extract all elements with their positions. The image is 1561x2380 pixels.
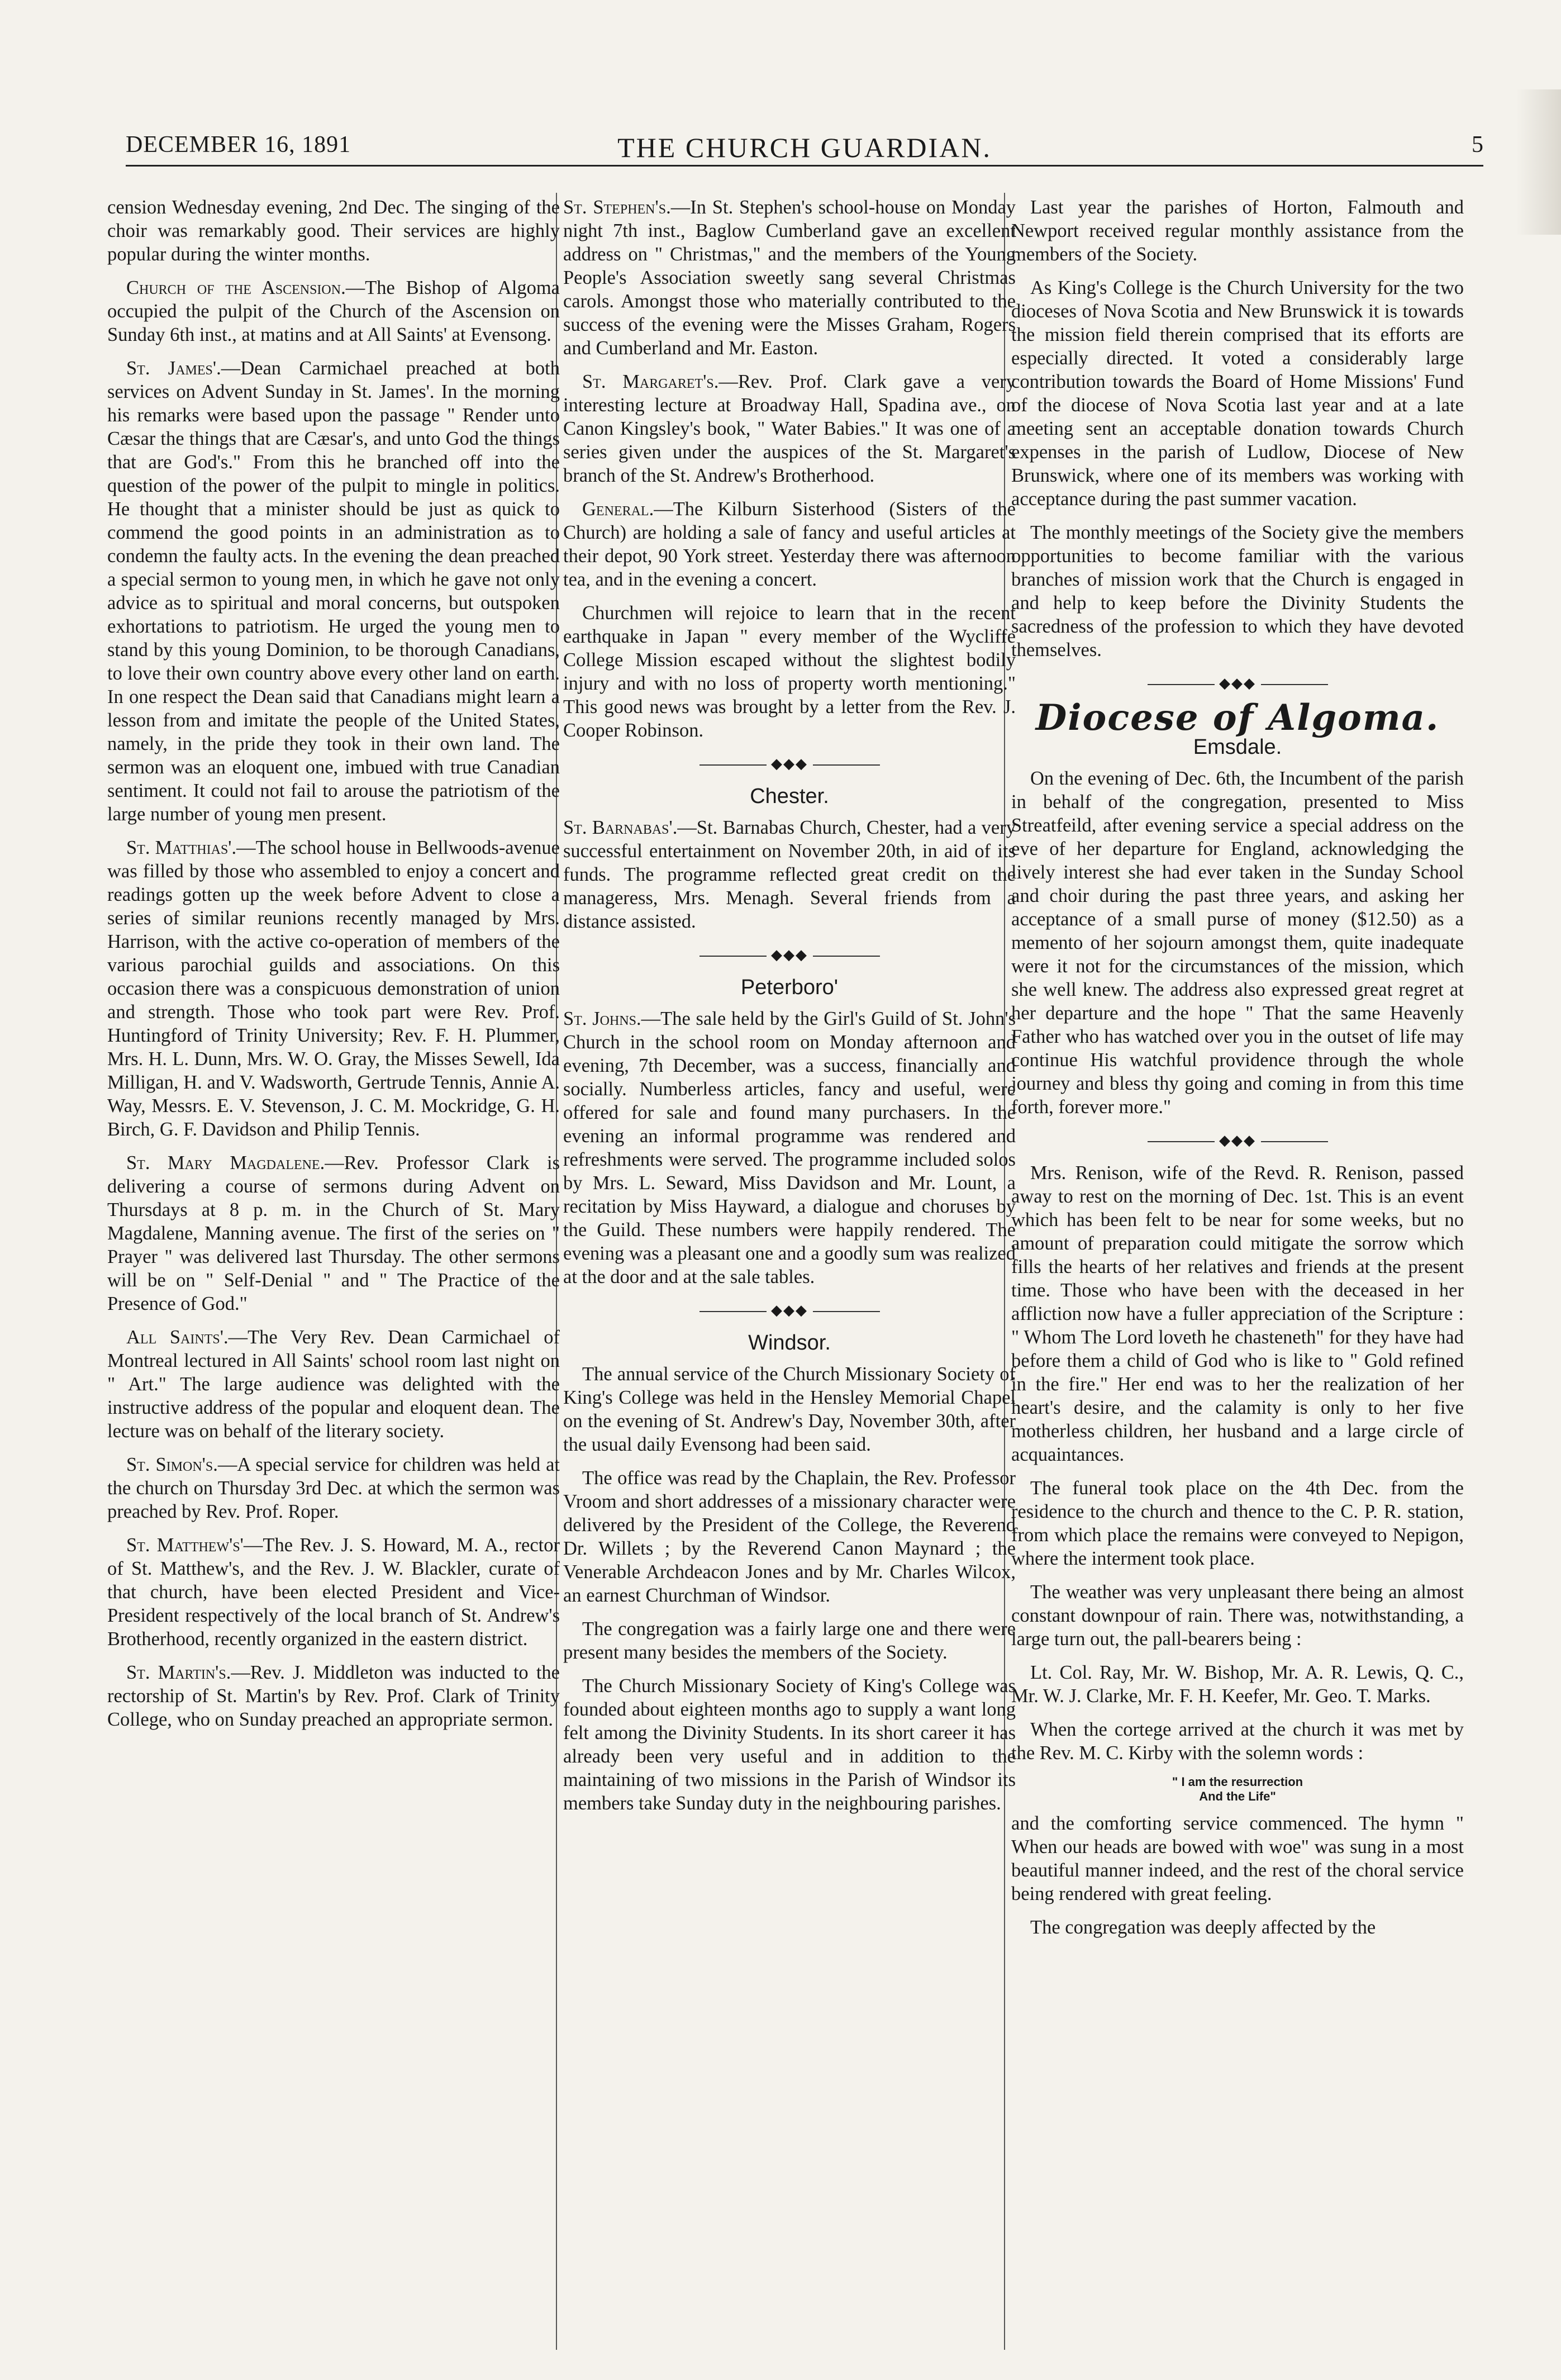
paragraph-head: Church of the Ascension. — [126, 277, 346, 298]
article-paragraph: Mrs. Renison, wife of the Revd. R. Renison, passed away to rest on the morning of Dec. 1st. This is an event which has been felt to be near for some weeks, but no amount of preparation could mitigate the sorrow which fills the hearts of her relatives and friends at the present time. Those who have been with the deceased in her affliction now have a fuller appreciation of the Scripture : " Whom The Lord loveth he chasteneth" for they have had before them a child of God who is like to " Gold refined in the fire." Her end was to her the realization of her heart's desire, and the calamity is only to her five motherless children, her husband and a large circle of acquaintances. — [1011, 1162, 1464, 1465]
article-paragraph: The congregation was a fairly large one and there were present many besides the members of the Society. — [563, 1618, 1016, 1663]
article-paragraph — [107, 276, 560, 346]
column-2 — [563, 196, 1016, 2341]
paragraph-body: —Rev. J. Middleton was inducted to the rectorship of St. Martin's by Rev. Prof. Clark of Trinity College, who on Sunday preached an appropriate sermon. — [107, 1662, 560, 1730]
article-paragraph: The monthly meetings of the Society give the members opportunities to become familiar with the various branches of mission work that the Church is engaged in and help to keep before the Divinity Students the sacredness of the profession to which they have devoted themselves. — [1011, 522, 1464, 661]
paragraph-body: —Rev. Professor Clark is delivering a course of sermons during Advent on Thursdays at 8 p. m. in the Church of St. Mary Magdalene, Manning avenue. The first of the series on " Prayer " was delivered last Thursday. The other sermons will be on " Self-Denial " and " The Practice of the Presence of God." — [107, 1152, 560, 1314]
article-paragraph — [563, 370, 1016, 487]
section-separator: ◆◆◆ — [563, 752, 1016, 776]
article-paragraph — [107, 357, 560, 826]
paragraph-head: St. Mary Magdalene. — [126, 1152, 325, 1174]
section-heading-emsdale: Emsdale. — [1193, 735, 1282, 759]
article-paragraph — [107, 1326, 560, 1443]
article-paragraph — [563, 1007, 1016, 1289]
paragraph-head: All Saints'. — [126, 1327, 229, 1348]
paragraph-head: St. Matthew's' — [126, 1535, 244, 1556]
paragraph-head: St. Stephen's. — [563, 197, 671, 218]
paragraph-head: St. Barnabas'. — [563, 817, 678, 838]
quote-line: " I am the resurrection — [1172, 1775, 1303, 1789]
article-paragraph — [107, 836, 560, 1141]
section-heading-chester: Chester. — [750, 785, 829, 808]
article-paragraph — [107, 1151, 560, 1315]
article-paragraph: The weather was very unpleasant there being an almost constant downpour of rain. There was, notwithstanding, a large turn out, the pall-bearers being : — [1011, 1581, 1464, 1650]
column-1 — [107, 196, 560, 2341]
paragraph-head: St. Martin's. — [126, 1662, 231, 1683]
article-paragraph — [107, 1533, 560, 1651]
article-paragraph: The congregation was deeply affected by the — [1030, 1917, 1376, 1938]
paragraph-body: —In St. Stephen's school-house on Monday night 7th inst., Baglow Cumberland gave an excellent address on " Christmas," and the members of the Young People's Association sweetly sang several Christmas carols. Amongst those who materially contributed to the success of the evening were the Misses Graham, Rogers and Cumberland and Mr. Easton. — [563, 197, 1016, 359]
diocese-heading: Diocese of Algoma. — [1035, 697, 1440, 739]
article-paragraph — [563, 196, 1016, 360]
article-paragraph: Churchmen will rejoice to learn that in the recent earthquake in Japan " every member of the Wycliffe College Mission escaped without the slightest bodily injury and with no loss of property worth mentioning." This good news was brought by a letter from the Rev. J. Cooper Robinson. — [563, 602, 1016, 741]
article-paragraph: When the cortege arrived at the church it was met by the Rev. M. C. Kirby with the solemn words : — [1011, 1719, 1464, 1764]
section-separator: ◆◆◆ — [563, 943, 1016, 967]
article-paragraph: The Church Missionary Society of King's College was founded about eighteen months ago to supply a want long felt among the Divinity Students. In its short career it has already been very useful and in addition to the maintaining of two missions in the Parish of Windsor its members take Sunday duty in the neighbouring parishes. — [563, 1675, 1016, 1814]
article-paragraph: cension Wednesday evening, 2nd Dec. The singing of the choir was remarkably good. Their services are highly popular during the winter months. — [107, 197, 560, 265]
paragraph-body: —A special service for children was held at the church on Thursday 3rd Dec. at which the sermon was preached by Rev. Prof. Roper. — [107, 1454, 560, 1522]
article-paragraph: As King's College is the Church University for the two dioceses of Nova Scotia and New Brunswick it is towards the mission field therein comprised that its efforts are especially directed. It voted a considerably large contribution towards the Board of Home Missions' Fund of the diocese of Nova Scotia last year and at a late meeting sent an acceptable donation towards Church expenses in the parish of Ludlow, Diocese of New Brunswick, where one of its members was working with acceptance during the past summer vacation. — [1011, 277, 1464, 510]
article-paragraph: Last year the parishes of Horton, Falmouth and Newport received regular monthly assistance from the members of the Society. — [1011, 197, 1464, 265]
section-separator: ◆◆◆ — [1011, 1129, 1464, 1152]
article-paragraph — [107, 1453, 560, 1523]
paragraph-head: General. — [582, 498, 654, 520]
quote-line: And the Life" — [1199, 1789, 1276, 1803]
article-paragraph: The funeral took place on the 4th Dec. from the residence to the church and thence to the C. P. R. station, from which place the remains were conveyed to Nepigon, where the interment took place. — [1011, 1478, 1464, 1569]
paragraph-body: —Rev. Prof. Clark gave a very interesting lecture at Broadway Hall, Spadina ave., on Canon Kingsley's book, " Water Babies." It was one of a series given under the auspices of the St. Margaret's branch of the St. Andrew's Brotherhood. — [563, 371, 1016, 486]
paragraph-body: —The Rev. J. S. Howard, M. A., rector of St. Matthew's, and the Rev. J. W. Blackler, curate of that church, have been elected President and Vice-President respectively of the local branch of St. Andrew's Brotherhood, recently organized in the eastern district. — [107, 1535, 560, 1650]
scripture-quote — [1011, 1775, 1464, 1804]
section-separator: ◆◆◆ — [563, 1299, 1016, 1322]
article-paragraph — [563, 497, 1016, 591]
section-heading-peterboro: Peterboro' — [740, 976, 839, 999]
paragraph-body: —Dean Carmichael preached at both services on Advent Sunday in St. James'. In the morning his remarks were based upon the passage " Render unto Cæsar the things that are Cæsar's, and unto God the things that are God's." From this he branched off into the question of the power of the pulpit to mingle in politics. He thought that a minister should be just as quick to commend the good points in an administration as to condemn the faulty acts. In the evening the dean preached a special sermon to young men, in which he gave not only advice as to spiritual and moral concerns, but outspoken exhortations to patriotism. He urged the young men to stand by this young Dominion, to be thorough Canadians, to love their own country above every other land on earth. In one respect the Dean said that Canadians might learn a lesson from and imitate the people of the United States, namely, in the pride they took in their own land. The sermon was an eloquent one, imbued with true Canadian sentiment. It could not fail to arouse the patriotism of the large number of young men present. — [107, 358, 560, 825]
issue-date: DECEMBER 16, 1891 — [126, 132, 351, 158]
paragraph-body: —The Very Rev. Dean Carmichael of Montreal lectured in All Saints' school room last night on " Art." The large audience was delighted with the instructive address of the popular and eloquent dean. The lecture was on behalf of the literary society. — [107, 1327, 560, 1442]
paragraph-head: St. Matthias'. — [126, 837, 237, 858]
article-paragraph — [563, 816, 1016, 933]
section-heading-windsor: Windsor. — [748, 1331, 831, 1355]
article-paragraph: The annual service of the Church Missionary Society of King's College was held in the Hensley Memorial Chapel on the evening of St. Andrew's Day, November 30th, after the usual daily Evensong had been said. — [563, 1364, 1016, 1455]
section-separator: ◆◆◆ — [1011, 672, 1464, 695]
page-header — [126, 131, 1483, 167]
newspaper-title: THE CHURCH GUARDIAN. — [617, 132, 992, 163]
column-3 — [1011, 196, 1464, 2341]
paragraph-head: St. Margaret's. — [582, 371, 719, 392]
paragraph-head: St. Johns. — [563, 1008, 641, 1029]
article-paragraph: The office was read by the Chaplain, the Rev. Professor Vroom and short addresses of a missionary character were delivered by the President of the College, the Reverend Dr. Willets ; by the Reverend Canon Maynard ; the Venerable Archdeacon Jones and by Mr. Charles Wilcox, an earnest Churchman of Windsor. — [563, 1467, 1016, 1606]
paragraph-body: —The school house in Bellwoods-avenue was filled by those who assembled to enjoy a concert and readings gotten up the week before Advent to close a series of similar reunions recently managed by Mrs. Harrison, with the active co-operation of members of the various parochial guilds and associations. On this occasion there was a conspicuous demonstration of union and strength. Those who took part were Rev. Prof. Huntingford of Trinity University; Rev. F. H. Plummer, Mrs. H. L. Dunn, Mrs. W. O. Gray, the Misses Sewell, Ida Milligan, H. and V. Wadsworth, Gertrude Tennis, Annie A. Way, Messrs. E. V. Stevenson, J. C. M. Mockridge, G. H. Birch, G. F. Davidson and Philip Tennis. — [107, 837, 560, 1140]
page-edge-stain — [1516, 89, 1561, 235]
paragraph-body: —The sale held by the Girl's Guild of St. John's Church in the school room on Monday afternoon and evening, 7th December, was a success, financially and socially. Numberless articles, fancy and useful, were offered for sale and found many purchasers. In the evening an informal programme was rendered and refreshments were served. The programme included solos by Mrs. L. Seward, Miss Davidson and Mr. Lount, a recitation by Miss Hayward, a dialogue and choruses by the Guild. These numbers were happily rendered. The evening was a pleasant one and a goodly sum was realized at the door and at the sale tables. — [563, 1008, 1016, 1288]
paragraph-body: —The Bishop of Algoma occupied the pulpit of the Church of the Ascension on Sunday 6th inst., at matins and at All Saints' at Evensong. — [107, 277, 560, 345]
article-paragraph: On the evening of Dec. 6th, the Incumbent of the parish in behalf of the congregation, presented to Miss Streatfeild, after evening service a special address on the eve of her departure for England, acknowledging the lively interest she had ever taken in the Sunday School and choir during the past three years, and asking her acceptance of a small purse of money ($12.50) as a memento of her sojourn amongst them, quite inadequate were it not for the circumstances of the mission, which she well knew. The address also expressed great regret at her departure and the hope " That the same Heavenly Father who has watched over you in the outset of life may continue His watchful providence through the whole journey and bless thy going and coming in from this time forth, forever more." — [1011, 768, 1464, 1118]
paragraph-head: St. James'. — [126, 358, 221, 379]
article-paragraph: Lt. Col. Ray, Mr. W. Bishop, Mr. A. R. Lewis, Q. C., Mr. W. J. Clarke, Mr. F. H. Keefer, Mr. Geo. T. Marks. — [1011, 1662, 1464, 1707]
article-paragraph: and the comforting service commenced. The hymn " When our heads are bowed with woe" was sung in a most beautiful manner indeed, and the rest of the choral service being rendered with great feeling. — [1011, 1813, 1464, 1904]
article-paragraph — [107, 1661, 560, 1731]
paragraph-body: —The Kilburn Sisterhood (Sisters of the Church) are holding a sale of fancy and useful articles at their depot, 90 York street. Yesterday there was afternoon tea, and in the evening a concert. — [563, 498, 1016, 590]
paragraph-head: St. Simon's. — [126, 1454, 218, 1475]
page-number: 5 — [1472, 132, 1483, 158]
paragraph-body: —St. Barnabas Church, Chester, had a very successful entertainment on November 20th, in aid of its funds. The programme reflected great credit on the manageress, Mrs. Menagh. Several friends from a distance assisted. — [563, 817, 1016, 932]
